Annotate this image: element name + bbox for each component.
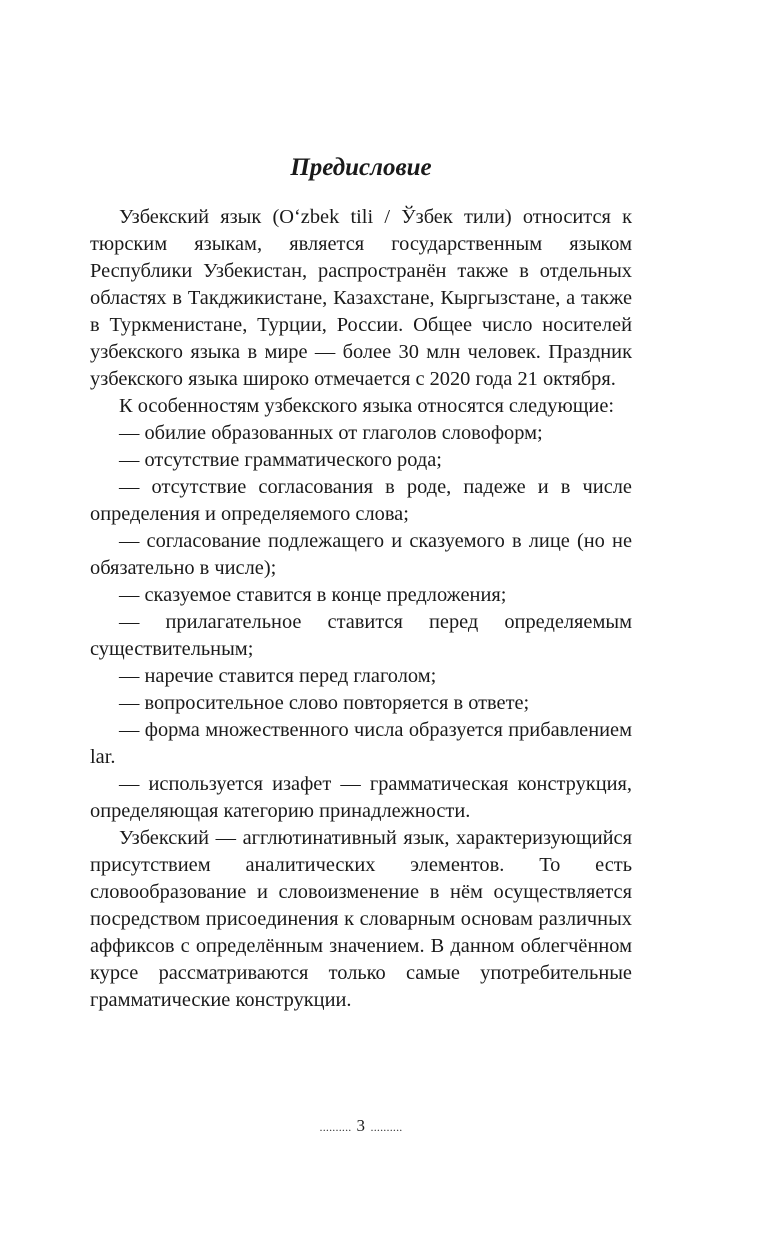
list-item: — наречие ставится перед глаголом; [119, 665, 437, 687]
list-item: — сказуемое ставится в конце предложения; [119, 584, 507, 606]
page-number [90, 1114, 632, 1139]
list-item: — форма множественного числа образуется прибавлением lar. [90, 719, 632, 768]
list-item: — обилие образованных от глаголов словоформ; [119, 422, 543, 444]
list-item: — отсутствие грамматического рода; [119, 449, 442, 471]
paragraph-agglutinative: Узбекский — агглютинативный язык, характеризующийся присутствием аналитических элементов. То есть словообразование и словоизменение в нём осуществляется посредством присоединения к словарным основам различных аффиксов с определённым значением. В данном облегчённом курсе рассматриваются только самые употребительные грамматические конструкции. [90, 827, 632, 1011]
list-item: — согласование подлежащего и сказуемого в лице (но не обязательно в числе); [90, 530, 632, 579]
list-item: — используется изафет — грамматическая конструкция, определяющая категорию принадлежности. [90, 773, 632, 822]
list-item: — отсутствие согласования в роде, падеже и в числе определения и определяемого слова; [90, 476, 632, 525]
list-item: — прилагательное ставится перед определяемым существительным; [90, 611, 632, 660]
paragraph-features-intro: К особенностям узбекского языка относятся следующие: [119, 395, 615, 417]
book-page [90, 0, 632, 1241]
list-item: — вопросительное слово повторяется в ответе; [119, 692, 530, 714]
folio-dots-left: .......... [319, 1120, 352, 1134]
body-text [90, 204, 632, 1014]
page-number-value: 3 [356, 1116, 366, 1135]
paragraph-intro: Узбекский язык (O‘zbek tili / Ўзбек тили) относится к тюрским языкам, является государственным языком Республики Узбекистан, распространён также в отдельных областях в Такджикистане, Казахстане, Кыргызстане, а также в Туркменистане, Турции, России. Общее число носителей узбекского языка в мире — более 30 млн человек. Праздник узбекского языка широко отмечается с 2020 года 21 октября. [90, 206, 632, 390]
folio-dots-right: .......... [370, 1120, 403, 1134]
page-title: Предисловие [290, 154, 432, 181]
